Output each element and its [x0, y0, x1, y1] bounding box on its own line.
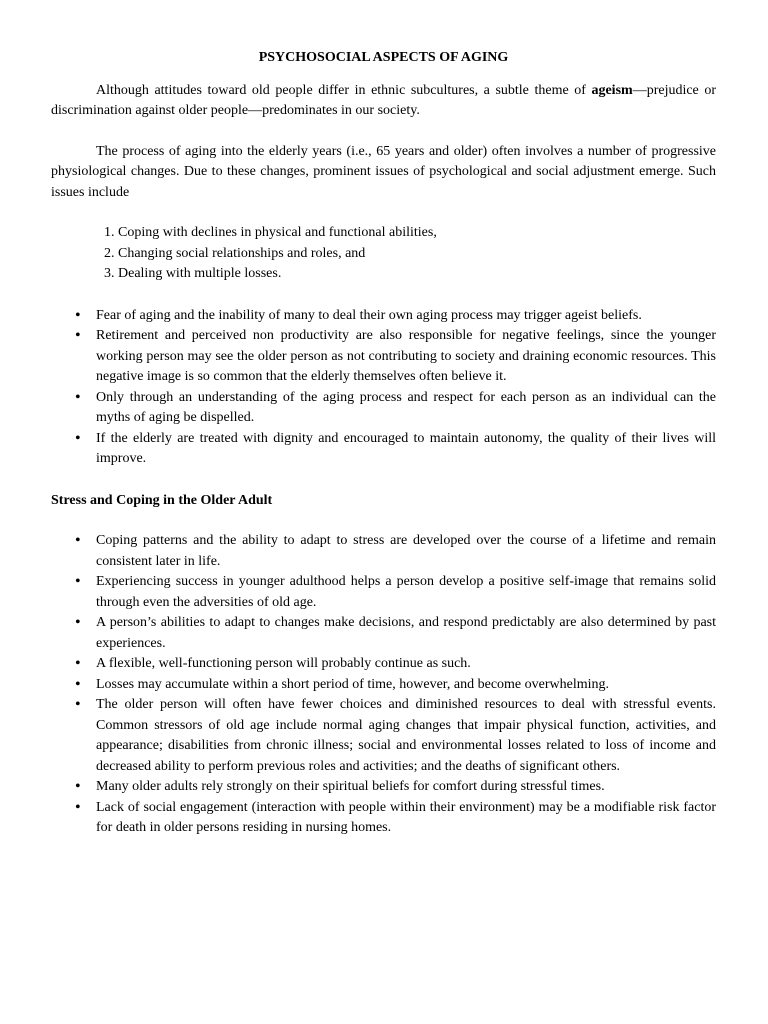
list-item: 3. Dealing with multiple losses.	[118, 264, 716, 285]
list-item: • The older person will often have fewer choices and diminished resources to deal with stressful events. Common stressors of old age include normal aging changes that impair physical function, activities, and appearance; disabilities from chronic illness; social and environmental losses related to loss of income and decreased ability to perform previous roles and activities; and the deaths of significant others.	[96, 695, 716, 777]
list-item: • Fear of aging and the inability of many to deal their own aging process may trigger ageist beliefs.	[96, 306, 716, 327]
list-item: 1. Coping with declines in physical and functional abilities,	[118, 223, 716, 244]
intro-paragraph	[51, 81, 716, 122]
process-paragraph: The process of aging into the elderly years (i.e., 65 years and older) often involves a number of progressive physiological changes. Due to these changes, prominent issues of psychological and social adjustment emerge. Such issues include	[51, 143, 716, 200]
list-item: • Many older adults rely strongly on their spiritual beliefs for comfort during stressful times.	[96, 777, 716, 798]
intro-text-after: —prejudice or discrimination against older people—predominates in our society.	[51, 82, 716, 118]
list-item: • Coping patterns and the ability to adapt to stress are developed over the course of a lifetime and remain consistent later in life.	[96, 531, 716, 572]
intro-text-before: Although attitudes toward old people differ in ethnic subcultures, a subtle theme of	[96, 82, 592, 98]
issues-list	[51, 223, 716, 285]
stress-bullet-list	[51, 531, 716, 839]
section-heading-stress-coping: Stress and Coping in the Older Adult	[51, 492, 273, 508]
list-item: • A flexible, well-functioning person will probably continue as such.	[96, 654, 716, 675]
list-item: • Retirement and perceived non productivity are also responsible for negative feelings, since the younger working person may see the older person as not contributing to society and draining economic resources. This negative image is so common that the elderly themselves often believe it.	[96, 326, 716, 388]
ageism-term: ageism	[591, 82, 633, 98]
list-item: • A person’s abilities to adapt to changes make decisions, and respond predictably are also determined by past experiences.	[96, 613, 716, 654]
list-item: 2. Changing social relationships and roles, and	[118, 244, 716, 265]
document-title: PSYCHOSOCIAL ASPECTS OF AGING	[258, 50, 509, 65]
list-item: • Losses may accumulate within a short period of time, however, and become overwhelming.	[96, 675, 716, 696]
list-item: • Experiencing success in younger adulthood helps a person develop a positive self-image that remains solid through even the adversities of old age.	[96, 572, 716, 613]
list-item: • If the elderly are treated with dignity and encouraged to maintain autonomy, the quality of their lives will improve.	[96, 429, 716, 470]
ageism-bullet-list	[51, 306, 716, 470]
list-item: • Only through an understanding of the aging process and respect for each person as an individual can the myths of aging be dispelled.	[96, 388, 716, 429]
list-item: • Lack of social engagement (interaction with people within their environment) may be a modifiable risk factor for death in older persons residing in nursing homes.	[96, 798, 716, 839]
